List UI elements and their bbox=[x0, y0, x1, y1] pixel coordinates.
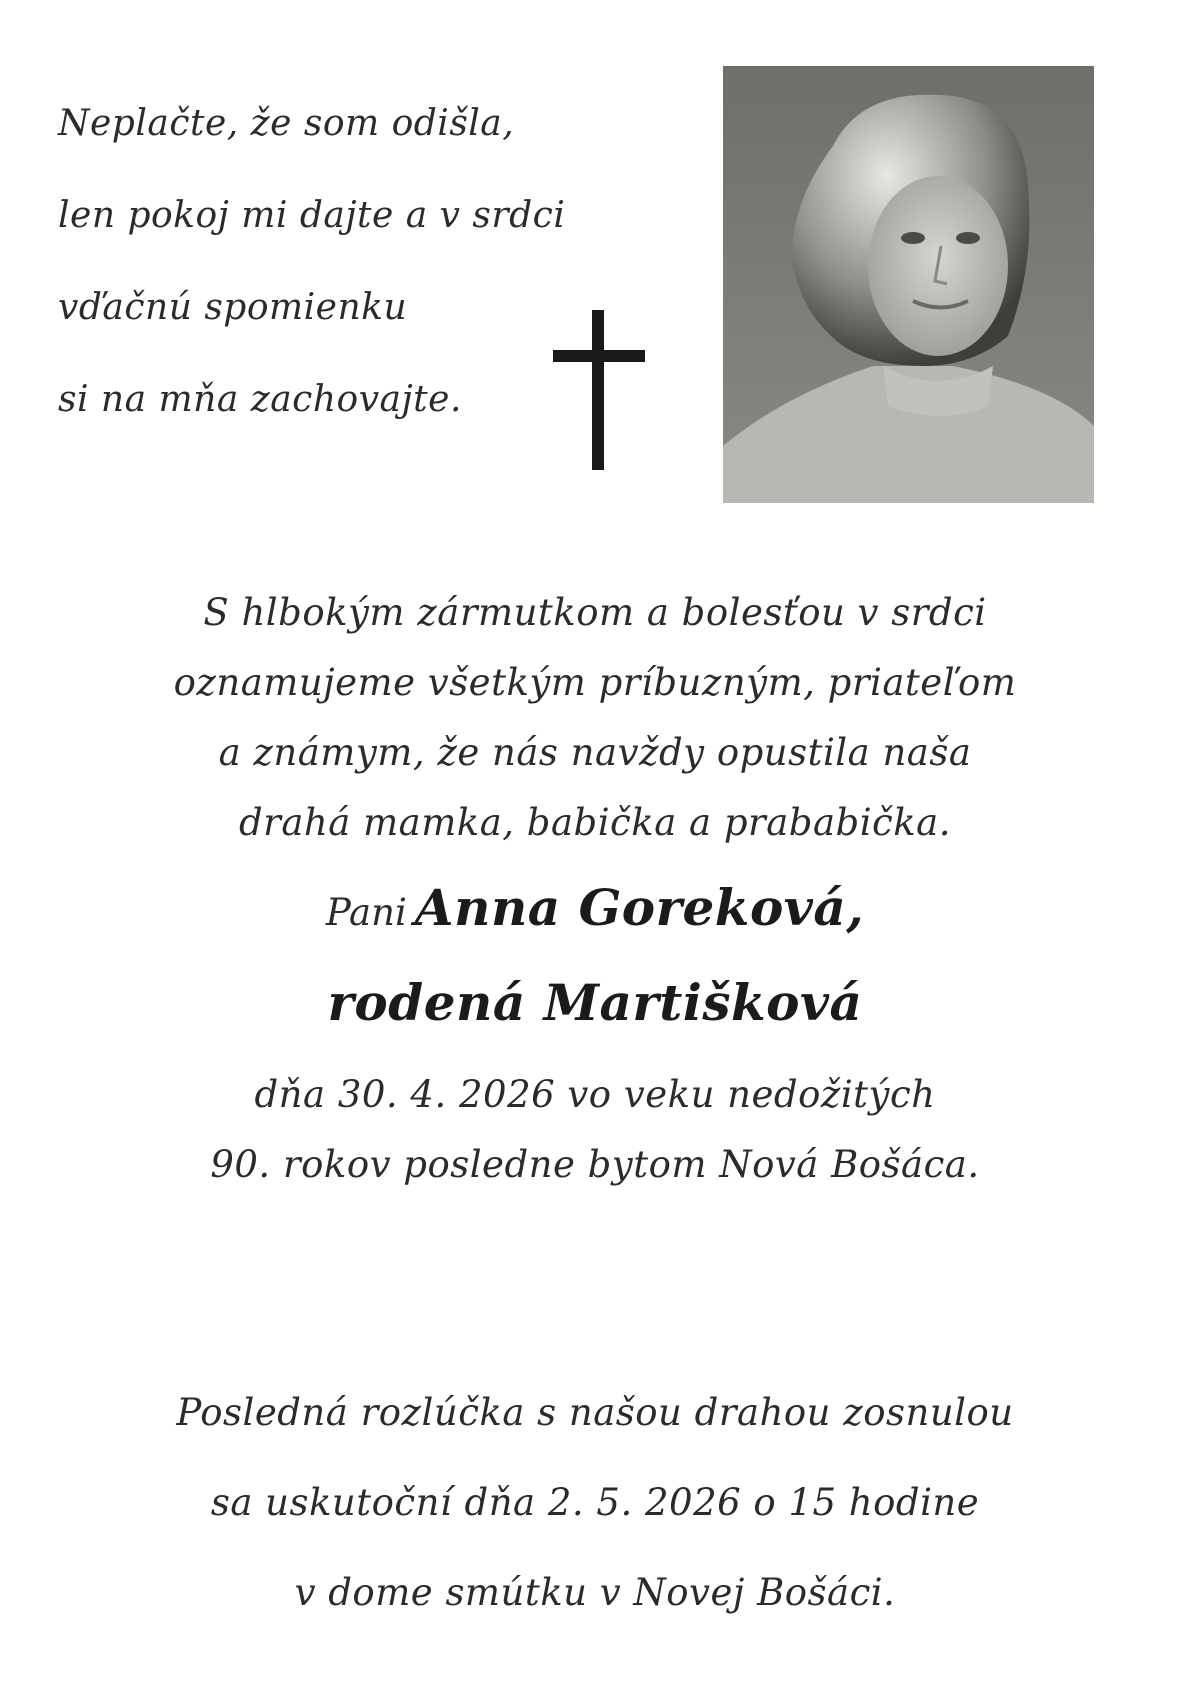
announcement-line: S hlbokým zármutkom a bolesťou v srdci bbox=[203, 591, 987, 634]
death-info-line: dňa 30. 4. 2026 vo veku nedožitých bbox=[254, 1073, 936, 1116]
full-name: Anna Goreková, bbox=[414, 878, 865, 937]
announcement-line: a známym, že nás navždy opustila naša bbox=[218, 731, 972, 774]
title-prefix: Pani bbox=[325, 891, 407, 934]
announcement-line: oznamujeme všetkým príbuzným, priateľom bbox=[173, 661, 1017, 704]
maiden-name: rodená Martišková bbox=[327, 973, 863, 1032]
verse-line: vďačnú spomienku bbox=[58, 287, 408, 328]
announcement-line: drahá mamka, babička a prababička. bbox=[238, 801, 951, 844]
memorial-verse bbox=[58, 78, 578, 446]
death-info-line: 90. rokov posledne bytom Nová Bošáca. bbox=[210, 1143, 980, 1186]
portrait-photo bbox=[723, 66, 1094, 503]
verse-line: si na mňa zachovajte. bbox=[58, 379, 462, 420]
farewell-line: v dome smútku v Novej Bošáci. bbox=[294, 1571, 896, 1614]
verse-line: len pokoj mi dajte a v srdci bbox=[58, 195, 566, 236]
deceased-name bbox=[0, 870, 1190, 946]
farewell-line: Posledná rozlúčka s našou drahou zosnulou bbox=[176, 1391, 1014, 1434]
cross-icon bbox=[553, 310, 645, 470]
farewell-line: sa uskutoční dňa 2. 5. 2026 o 15 hodine bbox=[210, 1481, 980, 1524]
verse-line: Neplačte, že som odišla, bbox=[58, 103, 515, 144]
